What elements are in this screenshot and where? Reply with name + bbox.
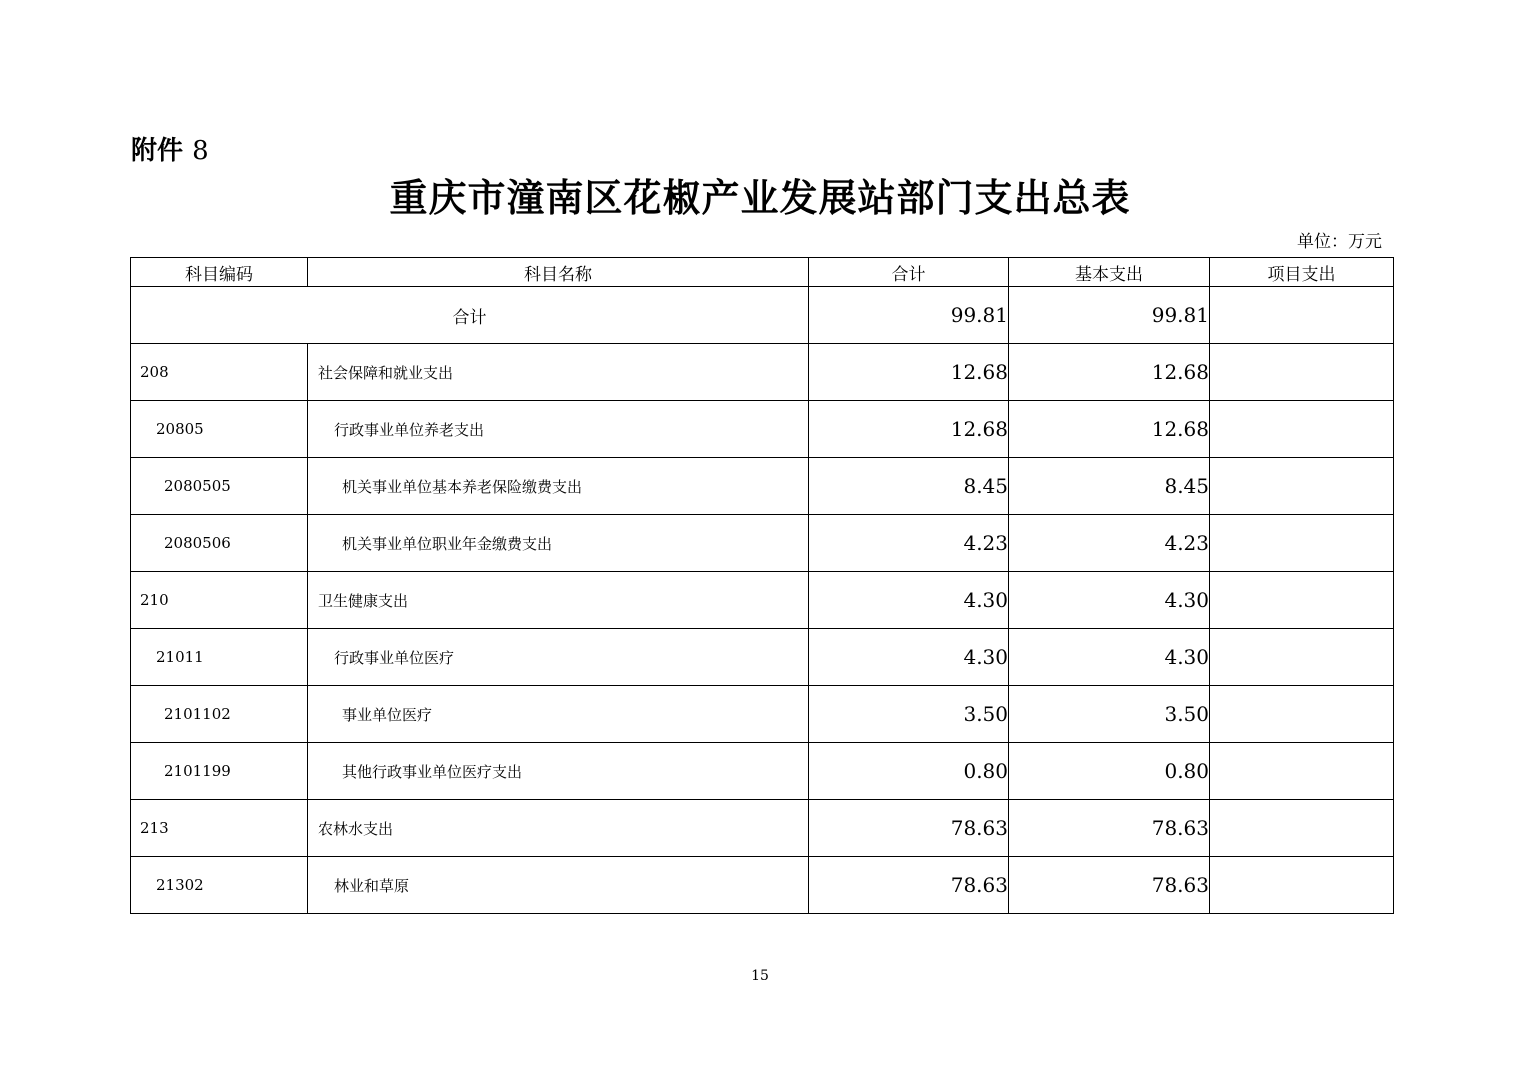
row-project bbox=[1210, 857, 1394, 914]
row-name: 行政事业单位养老支出 bbox=[308, 401, 809, 458]
row-code: 208 bbox=[131, 344, 308, 401]
row-code: 2080505 bbox=[131, 458, 308, 515]
row-code: 2101102 bbox=[131, 686, 308, 743]
row-name: 林业和草原 bbox=[308, 857, 809, 914]
table-header-row bbox=[131, 258, 1394, 287]
header-basic: 基本支出 bbox=[1009, 258, 1210, 287]
header-code: 科目编码 bbox=[131, 258, 308, 287]
row-total: 4.23 bbox=[809, 515, 1009, 572]
table-row bbox=[131, 857, 1394, 914]
row-code: 2101199 bbox=[131, 743, 308, 800]
row-basic: 4.30 bbox=[1009, 629, 1210, 686]
row-total: 4.30 bbox=[809, 629, 1009, 686]
table-row bbox=[131, 629, 1394, 686]
row-code: 21302 bbox=[131, 857, 308, 914]
header-project: 项目支出 bbox=[1210, 258, 1394, 287]
row-code: 210 bbox=[131, 572, 308, 629]
row-name: 事业单位医疗 bbox=[308, 686, 809, 743]
page-title: 重庆市潼南区花椒产业发展站部门支出总表 bbox=[389, 176, 1131, 220]
row-project bbox=[1210, 572, 1394, 629]
row-code: 20805 bbox=[131, 401, 308, 458]
row-basic: 4.30 bbox=[1009, 572, 1210, 629]
header-name: 科目名称 bbox=[308, 258, 809, 287]
row-basic: 4.23 bbox=[1009, 515, 1210, 572]
row-total: 8.45 bbox=[809, 458, 1009, 515]
row-basic: 78.63 bbox=[1009, 857, 1210, 914]
row-project bbox=[1210, 344, 1394, 401]
header-total: 合计 bbox=[809, 258, 1009, 287]
total-row-basic: 99.81 bbox=[1009, 287, 1210, 344]
table-row bbox=[131, 800, 1394, 857]
row-total: 78.63 bbox=[809, 800, 1009, 857]
row-project bbox=[1210, 686, 1394, 743]
total-row-total: 99.81 bbox=[809, 287, 1009, 344]
total-row-project bbox=[1210, 287, 1394, 344]
row-project bbox=[1210, 743, 1394, 800]
table-row bbox=[131, 401, 1394, 458]
row-total: 12.68 bbox=[809, 344, 1009, 401]
unit-label: 单位：万元 bbox=[1297, 232, 1382, 252]
row-code: 213 bbox=[131, 800, 308, 857]
row-code: 2080506 bbox=[131, 515, 308, 572]
row-basic: 8.45 bbox=[1009, 458, 1210, 515]
row-project bbox=[1210, 629, 1394, 686]
row-name: 机关事业单位基本养老保险缴费支出 bbox=[308, 458, 809, 515]
row-name: 社会保障和就业支出 bbox=[308, 344, 809, 401]
table-row bbox=[131, 743, 1394, 800]
attachment-number: 8 bbox=[192, 136, 209, 166]
expenditure-table bbox=[130, 257, 1394, 914]
row-name: 其他行政事业单位医疗支出 bbox=[308, 743, 809, 800]
row-project bbox=[1210, 458, 1394, 515]
row-total: 4.30 bbox=[809, 572, 1009, 629]
row-total: 0.80 bbox=[809, 743, 1009, 800]
row-basic: 3.50 bbox=[1009, 686, 1210, 743]
attachment-label bbox=[131, 133, 209, 169]
table-row bbox=[131, 458, 1394, 515]
total-row-label: 合计 bbox=[131, 287, 809, 344]
row-code: 21011 bbox=[131, 629, 308, 686]
row-name: 机关事业单位职业年金缴费支出 bbox=[308, 515, 809, 572]
row-name: 行政事业单位医疗 bbox=[308, 629, 809, 686]
row-project bbox=[1210, 800, 1394, 857]
row-name: 农林水支出 bbox=[308, 800, 809, 857]
table-row bbox=[131, 344, 1394, 401]
row-project bbox=[1210, 401, 1394, 458]
row-basic: 0.80 bbox=[1009, 743, 1210, 800]
page-number: 15 bbox=[751, 968, 769, 984]
row-total: 78.63 bbox=[809, 857, 1009, 914]
total-row bbox=[131, 287, 1394, 344]
row-project bbox=[1210, 515, 1394, 572]
row-basic: 78.63 bbox=[1009, 800, 1210, 857]
row-basic: 12.68 bbox=[1009, 344, 1210, 401]
table-row bbox=[131, 572, 1394, 629]
row-name: 卫生健康支出 bbox=[308, 572, 809, 629]
row-basic: 12.68 bbox=[1009, 401, 1210, 458]
attachment-text: 附件 bbox=[131, 136, 184, 166]
table-row bbox=[131, 515, 1394, 572]
row-total: 3.50 bbox=[809, 686, 1009, 743]
table-row bbox=[131, 686, 1394, 743]
row-total: 12.68 bbox=[809, 401, 1009, 458]
